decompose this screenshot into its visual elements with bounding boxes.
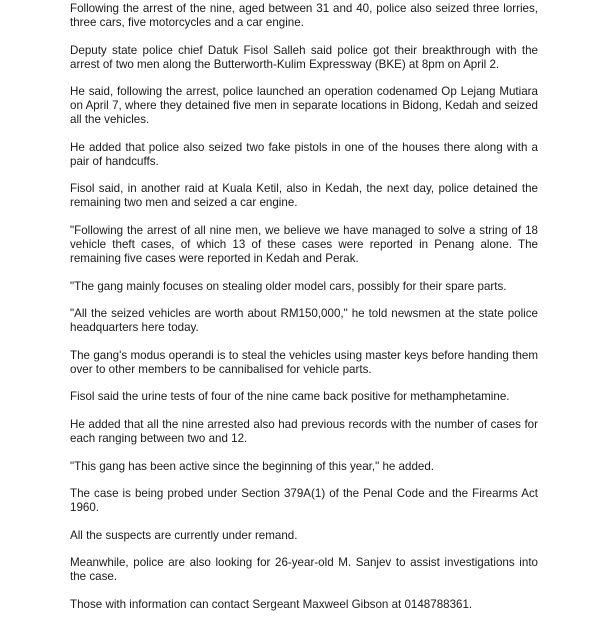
paragraph-older-cars-quote: "The gang mainly focuses on stealing older model cars, possibly for their spare parts. (70, 279, 507, 293)
paragraph-operation: He said, following the arrest, police launched an operation codenamed Op Lejang Mutiara on April 7, where they detained five men in separate locations in Bidong, Kedah and seized all the vehicles. (70, 85, 538, 127)
paragraph-breakthrough: Deputy state police chief Datuk Fisol Salleh said police got their breakthrough with the arrest of two men along the Butterworth-Kulim Expressway (BKE) at 8pm on April 2. (70, 43, 538, 71)
paragraph-contact-info: Those with information can contact Sergeant Maxweel Gibson at 0148788361. (70, 597, 473, 611)
paragraph-arrest-seizure: Following the arrest of the nine, aged between 31 and 40, police also seized three lorries, three cars, five motorcycles and a car engine. (70, 2, 538, 29)
paragraph-theft-cases-quote: "Following the arrest of all nine men, we believe we have managed to solve a string of 18 vehicle theft cases, of which 13 of these cases were reported in Penang alone. The remaining five cases were reported in Kedah and Perak. (70, 223, 538, 265)
paragraph-remand: All the suspects are currently under remand. (70, 528, 298, 542)
paragraph-wanted-suspect: Meanwhile, police are also looking for 26-year-old M. Sanjev to assist investigations into the case. (70, 556, 538, 584)
paragraph-gang-active-quote: "This gang has been active since the beginning of this year," he added. (70, 459, 435, 473)
paragraph-urine-tests: Fisol said the urine tests of four of the nine came back positive for methamphetamine. (70, 390, 510, 404)
paragraph-previous-records: He added that all the nine arrested also had previous records with the number of cases for each ranging between two and 12. (70, 417, 538, 445)
paragraph-vehicle-value-quote: "All the seized vehicles are worth about RM150,000," he told newsmen at the state police headquarters here today. (70, 307, 538, 335)
paragraph-modus-operandi: The gang's modus operandi is to steal the vehicles using master keys before handing them over to other members to be cannibalised for vehicle parts. (70, 348, 538, 376)
paragraph-fake-pistols: He added that police also seized two fake pistols in one of the houses there along with a pair of handcuffs. (70, 140, 538, 168)
paragraph-legal-section: The case is being probed under Section 379A(1) of the Penal Code and the Firearms Act 1960. (70, 487, 538, 515)
paragraph-kuala-ketil-raid: Fisol said, in another raid at Kuala Ketil, also in Kedah, the next day, police detained the remaining two men and seized a car engine. (70, 182, 538, 210)
article-body (70, 2, 538, 626)
